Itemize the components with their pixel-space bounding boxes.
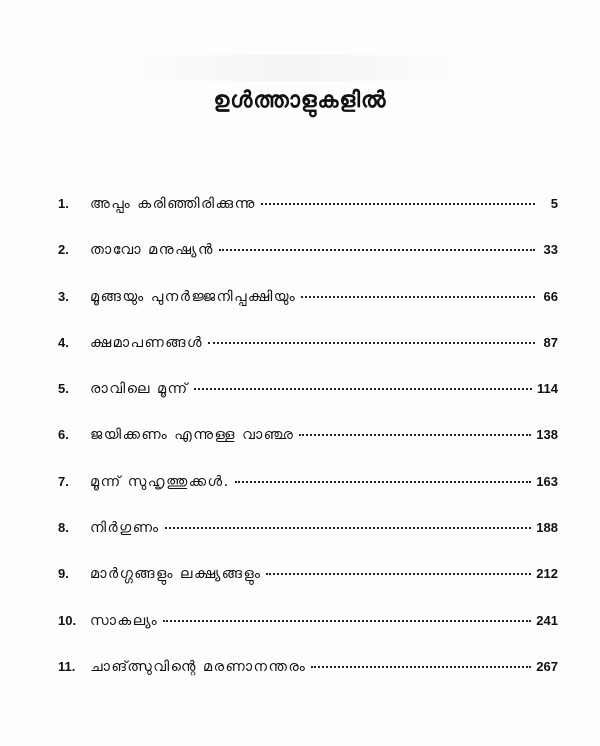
entry-number: 10. <box>58 612 77 628</box>
dot-leader <box>219 249 535 251</box>
entry-title: താവോ മനുഷ്യൻ <box>90 242 214 259</box>
entry-number: 5. <box>58 381 69 397</box>
entry-page-number: 66 <box>543 288 558 304</box>
dot-leader <box>261 203 535 205</box>
entry-page-number: 33 <box>543 242 558 258</box>
toc-entry <box>58 196 558 242</box>
entry-page-number: 188 <box>536 520 558 536</box>
entry-number: 8. <box>58 520 69 536</box>
dot-leader <box>208 342 535 344</box>
entry-page-number: 241 <box>536 612 558 628</box>
entry-page-number: 138 <box>536 427 558 443</box>
entry-title: അപ്പം കരിഞ്ഞിരിക്കുന്നു <box>90 196 256 212</box>
dot-leader <box>165 527 532 529</box>
dot-leader <box>301 296 535 298</box>
entry-number: 11. <box>58 658 76 674</box>
entry-title: നിർഗുണം <box>90 520 160 537</box>
dot-leader <box>163 620 531 622</box>
toc-entry <box>58 659 558 705</box>
toc-entry <box>58 427 558 473</box>
entry-number: 2. <box>58 242 69 258</box>
entry-title: രാവിലെ മൂന്ന് <box>90 381 189 398</box>
toc-entry <box>58 335 558 381</box>
entry-title: സാകല്യം <box>90 612 159 629</box>
entry-title: ജയിക്കണം എന്നുള്ള വാഞ്ഛ <box>90 427 295 444</box>
toc-entry <box>58 474 558 520</box>
toc-entry <box>58 381 558 427</box>
entry-title: ചാങ്ത്സുവിന്റെ മരണാനന്തരം <box>90 658 307 675</box>
table-of-contents <box>58 196 558 705</box>
show-through-text <box>130 55 460 81</box>
dot-leader <box>235 481 532 483</box>
entry-number: 7. <box>58 473 69 489</box>
dot-leader <box>194 388 532 390</box>
entry-number: 3. <box>58 288 69 304</box>
dot-leader <box>266 573 531 575</box>
entry-page-number: 114 <box>537 381 558 397</box>
entry-number: 9. <box>58 566 69 582</box>
entry-number: 1. <box>58 196 69 211</box>
dot-leader <box>299 434 531 436</box>
entry-title: മൂന്ന് സുഹൃത്തുക്കൾ. <box>90 473 230 490</box>
entry-number: 6. <box>58 427 69 443</box>
entry-title: മൂങ്ങയും പുനർജ്ജനിപ്പക്ഷിയും <box>90 288 297 305</box>
entry-number: 4. <box>58 334 69 350</box>
toc-entry <box>58 613 558 659</box>
entry-page-number: 5 <box>550 196 558 211</box>
entry-page-number: 87 <box>543 334 558 350</box>
entry-title: ക്ഷമാപണങ്ങൾ <box>90 334 204 351</box>
entry-page-number: 163 <box>536 473 558 489</box>
entry-page-number: 212 <box>536 566 558 582</box>
toc-entry <box>58 289 558 335</box>
contents-heading: ഉൾത്താളുകളിൽ <box>213 88 387 113</box>
toc-entry <box>58 566 558 612</box>
entry-title: മാർഗ്ഗങ്ങളും ലക്ഷ്യങ്ങളും <box>90 566 262 583</box>
toc-entry <box>58 242 558 288</box>
entry-page-number: 267 <box>536 658 558 674</box>
toc-entry <box>58 520 558 566</box>
dot-leader <box>311 666 531 668</box>
